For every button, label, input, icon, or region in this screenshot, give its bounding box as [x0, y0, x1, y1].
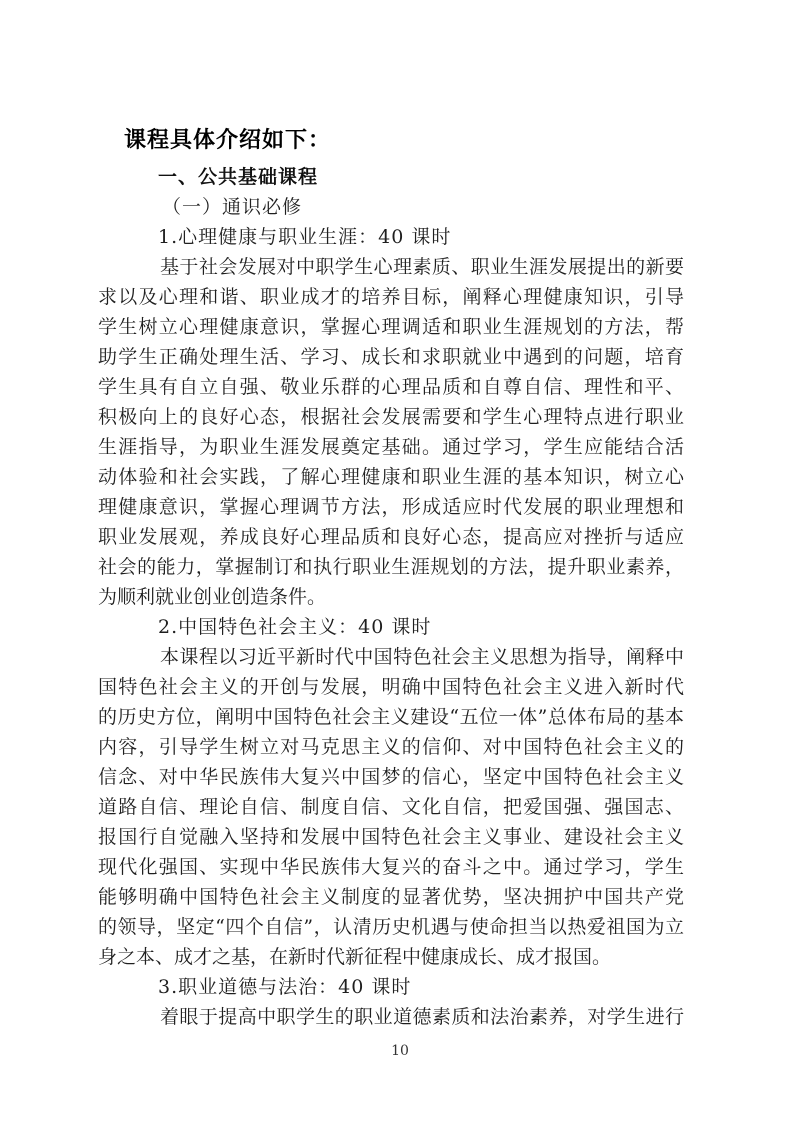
- course-description-socialism-with-chinese-characteristics: [98, 642, 684, 972]
- paragraph-line: 国特色社会主义的开创与发展，明确中国特色社会主义进入新时代: [98, 676, 684, 698]
- paragraph-line: 动体验和社会实践，了解心理健康和职业生涯的基本知识，树立心: [98, 466, 684, 488]
- paragraph-line: 学生具有自立自强、敬业乐群的心理品质和自尊自信、理性和平、: [98, 376, 684, 398]
- paragraph-line: 本课程以习近平新时代中国特色社会主义思想为指导，阐释中: [160, 646, 684, 668]
- paragraph-line: 求以及心理和谐、职业成才的培养目标，阐释心理健康知识，引导: [98, 286, 684, 308]
- page-number: 10: [391, 1043, 409, 1059]
- paragraph-line: 助学生正确处理生活、学习、成长和求职就业中遇到的问题，培育: [98, 346, 684, 368]
- course-description-ethics-and-law: [98, 1002, 684, 1032]
- paragraph-line: 身之本、成才之基，在新时代新征程中健康成长、成才报国。: [98, 946, 612, 968]
- paragraph-line: 报国行自觉融入坚持和发展中国特色社会主义事业、建设社会主义: [98, 826, 684, 848]
- paragraph-line: 理健康意识，掌握心理调节方法，形成适应时代发展的职业理想和: [98, 496, 684, 518]
- course-title-socialism-with-chinese-characteristics: 2.中国特色社会主义：40 课时: [158, 616, 432, 638]
- paragraph-line: 能够明确中国特色社会主义制度的显著优势，坚决拥护中国共产党: [98, 886, 684, 908]
- course-title-mental-health: 1.心理健康与职业生涯：40 课时: [158, 226, 452, 248]
- paragraph-line: 积极向上的良好心态，根据社会发展需要和学生心理特点进行职业: [98, 406, 684, 428]
- paragraph-line: 现代化强国、实现中华民族伟大复兴的奋斗之中。通过学习，学生: [98, 856, 684, 878]
- subsection-heading-general-required: （一）通识必修: [162, 196, 303, 218]
- course-title-ethics-and-law: 3.职业道德与法治：40 课时: [158, 976, 412, 998]
- paragraph-line: 道路自信、理论自信、制度自信、文化自信，把爱国强、强国志、: [98, 796, 684, 818]
- paragraph-line: 学生树立心理健康意识，掌握心理调适和职业生涯规划的方法，帮: [98, 316, 684, 338]
- paragraph-line: 信念、对中华民族伟大复兴中国梦的信心，坚定中国特色社会主义: [98, 766, 684, 788]
- section-heading-public-basic-courses: 一、公共基础课程: [158, 166, 319, 188]
- paragraph-line: 基于社会发展对中职学生心理素质、职业生涯发展提出的新要: [160, 256, 684, 278]
- page-title: 课程具体介绍如下：: [124, 128, 332, 153]
- paragraph-line: 生涯指导，为职业生涯发展奠定基础。通过学习，学生应能结合活: [98, 436, 684, 458]
- document-content: [98, 120, 684, 1032]
- course-description-mental-health: [98, 252, 684, 612]
- paragraph-line: 为顺利就业创业创造条件。: [98, 586, 327, 608]
- paragraph-line: 的历史方位，阐明中国特色社会主义建设“五位一体”总体布局的基本: [98, 706, 684, 728]
- paragraph-line: 内容，引导学生树立对马克思主义的信仰、对中国特色社会主义的: [98, 736, 684, 758]
- paragraph-line: 职业发展观，养成良好心理品质和良好心态，提高应对挫折与适应: [98, 526, 684, 548]
- paragraph-line: 社会的能力，掌握制订和执行职业生涯规划的方法，提升职业素养，: [98, 556, 684, 578]
- paragraph-line: 的领导，坚定“四个自信”，认清历史机遇与使命担当以热爱祖国为立: [98, 916, 684, 938]
- paragraph-line: 着眼于提高中职学生的职业道德素质和法治素养，对学生进行: [160, 1006, 684, 1028]
